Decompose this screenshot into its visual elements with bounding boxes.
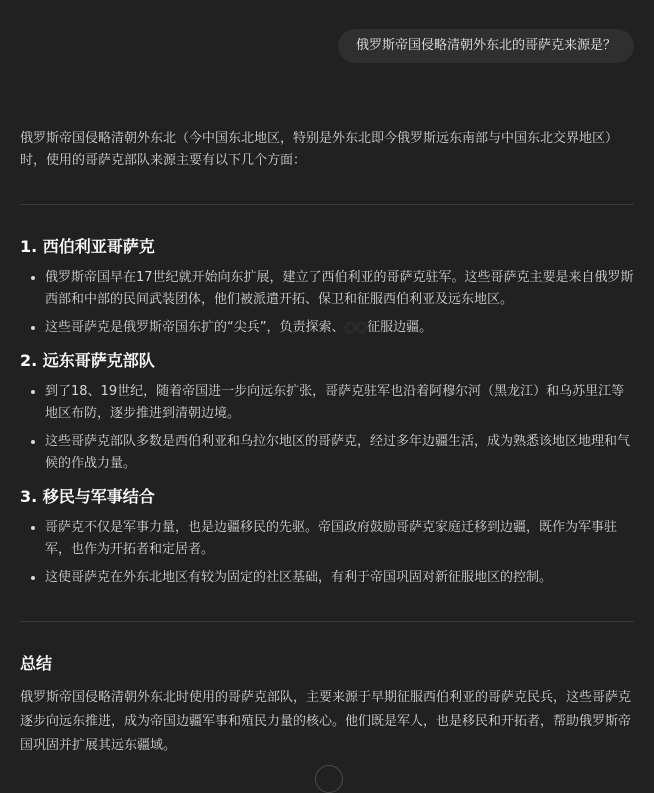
obscured-text: ◌◌ [344, 320, 368, 335]
section-title: 1. 西伯利亚哥萨克 [20, 237, 155, 256]
list-item: • 这使哥萨克在外东北地区有较为固定的社区基础，有利于帝国巩固对新征服地区的控制。 [45, 567, 634, 589]
divider [20, 204, 634, 205]
assistant-answer [20, 128, 634, 758]
list-item-text: 这些哥萨克是俄罗斯帝国东扩的“尖兵”，负责探索、 [45, 320, 345, 335]
section-title: 2. 远东哥萨克部队 [20, 351, 155, 370]
section-title: 3. 移民与军事结合 [20, 487, 155, 506]
section-siberian-cossacks [20, 235, 634, 339]
divider [20, 621, 634, 622]
bullet-list [20, 267, 634, 339]
bullet-list [20, 517, 634, 589]
list-item: • 到了18、19世纪，随着帝国进一步向远东扩张，哥萨克驻军也沿着阿穆尔河（黑龙江）和乌苏里江等地区布防，逐步推进到清朝边境。 [45, 381, 634, 425]
list-item: • 哥萨克不仅是军事力量，也是边疆移民的先驱。帝国政府鼓励哥萨克家庭迁移到边疆，既作为军事驻军，也作为开拓者和定居者。 [45, 517, 634, 561]
bullet-list [20, 381, 634, 475]
list-item: • 这些哥萨克部队多数是西伯利亚和乌拉尔地区的哥萨克，经过多年边疆生活，成为熟悉该地区地理和气候的作战力量。 [45, 431, 634, 475]
section-far-east-cossacks [20, 349, 634, 475]
list-item [45, 317, 634, 339]
summary-title: 总结 [20, 654, 53, 673]
list-item-text: 征服边疆。 [367, 320, 433, 335]
scroll-down-button[interactable] [315, 765, 343, 793]
summary-text: 俄罗斯帝国侵略清朝外东北时使用的哥萨克部队，主要来源于早期征服西伯利亚的哥萨克民兵，这些哥萨克逐步向远东推进，成为帝国边疆军事和殖民力量的核心。他们既是军人，也是移民和开拓者，帮助俄罗斯帝国巩固并扩展其远东疆域。 [20, 690, 632, 753]
user-message-bubble [338, 29, 634, 63]
user-message-text: 俄罗斯帝国侵略清朝外东北的哥萨克来源是？ [355, 38, 616, 53]
answer-intro: 俄罗斯帝国侵略清朝外东北（今中国东北地区，特别是外东北即今俄罗斯远东南部与中国东北交界地区）时，使用的哥萨克部队来源主要有以下几个方面： [20, 131, 619, 168]
list-item: • 俄罗斯帝国早在17世纪就开始向东扩展，建立了西伯利亚的哥萨克驻军。这些哥萨克主要是来自俄罗斯西部和中部的民间武装团体，他们被派遣开拓、保卫和征服西伯利亚及远东地区。 [45, 267, 634, 311]
section-migration-military [20, 485, 634, 589]
